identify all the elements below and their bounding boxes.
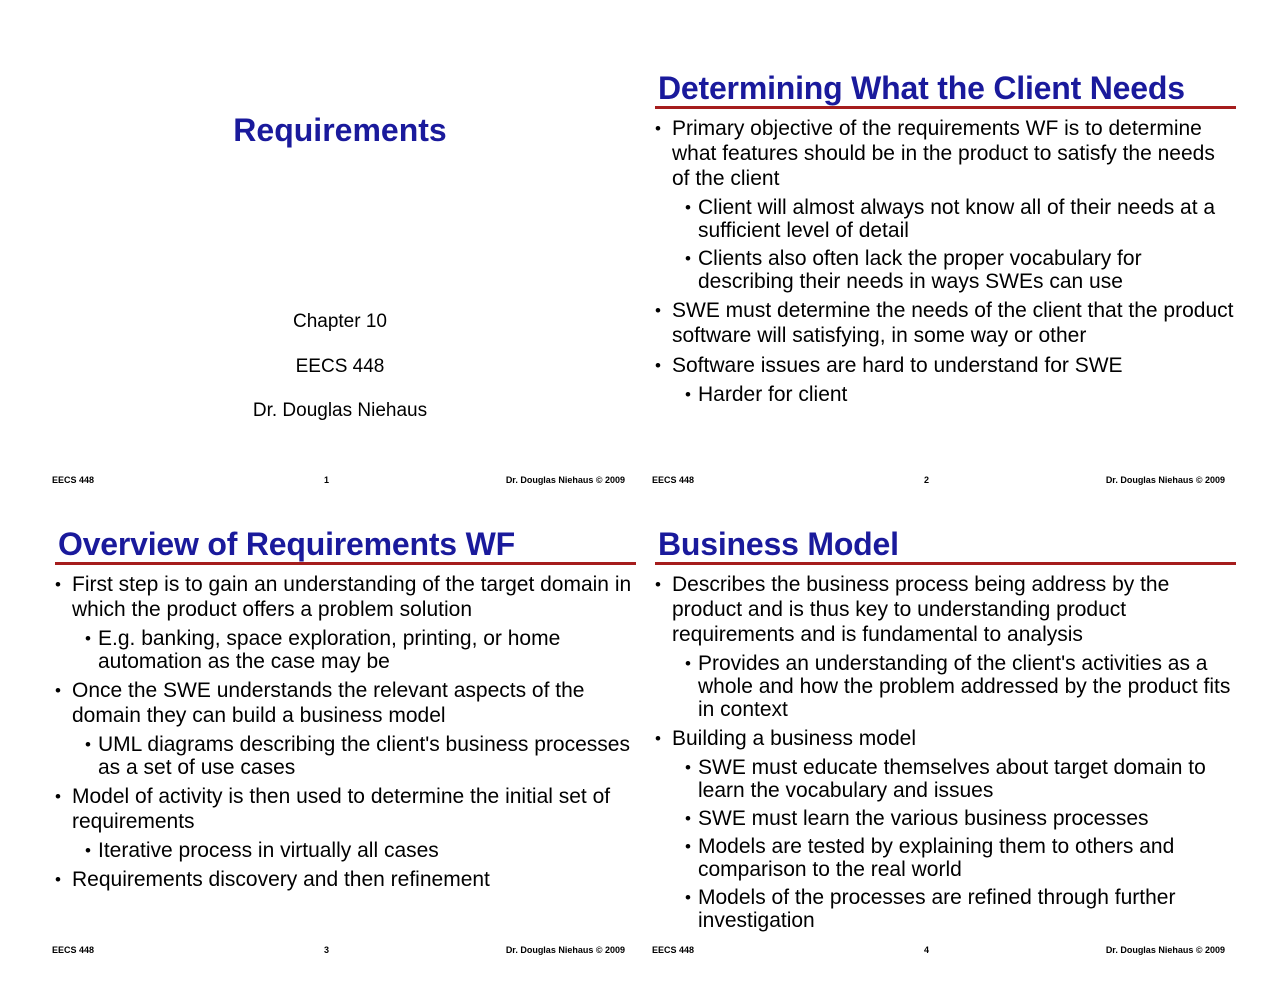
sub-bullet-item: • UML diagrams describing the client's business processes as a set of use cases <box>55 733 635 779</box>
slide-body <box>655 116 1235 411</box>
author-label: Dr. Douglas Niehaus <box>252 400 428 421</box>
title-divider <box>655 562 1236 565</box>
sub-bullet-item: • SWE must learn the various business processes <box>655 807 1235 830</box>
sub-bullet-item: • Models are tested by explaining them to others and comparison to the real world <box>655 835 1235 881</box>
chapter-label: Chapter 10 <box>292 311 387 332</box>
bullet-item: • Describes the business process being address by the product and is thus key to understanding product requirements and is fundamental to analysis <box>655 572 1235 647</box>
slide-footer <box>52 475 625 489</box>
slide-title: Business Model <box>658 526 899 562</box>
sub-bullet-item: • SWE must educate themselves about target domain to learn the vocabulary and issues <box>655 756 1235 802</box>
course-label: EECS 448 <box>295 356 385 377</box>
footer-page-number: 4 <box>924 945 930 955</box>
slide-title: Overview of Requirements WF <box>58 526 515 562</box>
bullet-item: • Building a business model <box>655 726 1235 751</box>
title-divider <box>55 562 636 565</box>
footer-copyright: Dr. Douglas Niehaus © 2009 <box>1105 945 1225 955</box>
footer-copyright: Dr. Douglas Niehaus © 2009 <box>505 945 625 955</box>
slide-title: Requirements <box>233 112 447 148</box>
footer-page-number: 1 <box>324 475 330 485</box>
footer-copyright: Dr. Douglas Niehaus © 2009 <box>1105 475 1225 485</box>
sub-bullet-item: • Harder for client <box>655 383 1235 406</box>
slide-3 <box>40 490 640 965</box>
bullet-item: • Model of activity is then used to determine the initial set of requirements <box>55 784 635 834</box>
slide-body <box>655 572 1235 937</box>
sub-bullet-item: • Provides an understanding of the client's activities as a whole and how the problem addressed by the product fits in context <box>655 652 1235 721</box>
footer-page-number: 2 <box>924 475 930 485</box>
footer-course: EECS 448 <box>652 475 695 485</box>
title-divider <box>655 106 1236 109</box>
slide-title: Determining What the Client Needs <box>658 70 1185 106</box>
sub-bullet-item: • E.g. banking, space exploration, printing, or home automation as the case may be <box>55 627 635 673</box>
slide-footer <box>652 945 1225 959</box>
bullet-item: • Primary objective of the requirements WF is to determine what features should be in the product to satisfy the needs of the client <box>655 116 1235 191</box>
bullet-item: • SWE must determine the needs of the client that the product software will satisfying, in some way or other <box>655 298 1235 348</box>
bullet-item: • Requirements discovery and then refinement <box>55 867 635 892</box>
slide-2 <box>640 20 1240 495</box>
footer-course: EECS 448 <box>652 945 695 955</box>
sub-bullet-item: • Iterative process in virtually all cases <box>55 839 635 862</box>
footer-course: EECS 448 <box>52 475 95 485</box>
sub-bullet-item: • Client will almost always not know all of their needs at a sufficient level of detail <box>655 196 1235 242</box>
footer-page-number: 3 <box>324 945 330 955</box>
slide-1 <box>40 20 640 495</box>
bullet-item: • Once the SWE understands the relevant aspects of the domain they can build a business model <box>55 678 635 728</box>
slide-footer <box>652 475 1225 489</box>
bullet-item: • Software issues are hard to understand for SWE <box>655 353 1235 378</box>
slide-footer <box>52 945 625 959</box>
bullet-item: • First step is to gain an understanding of the target domain in which the product offers a problem solution <box>55 572 635 622</box>
sub-bullet-item: • Models of the processes are refined through further investigation <box>655 886 1235 932</box>
slide-4 <box>640 490 1240 965</box>
footer-copyright: Dr. Douglas Niehaus © 2009 <box>505 475 625 485</box>
footer-course: EECS 448 <box>52 945 95 955</box>
slide-body <box>55 572 635 897</box>
sub-bullet-item: • Clients also often lack the proper vocabulary for describing their needs in ways SWEs can use <box>655 247 1235 293</box>
